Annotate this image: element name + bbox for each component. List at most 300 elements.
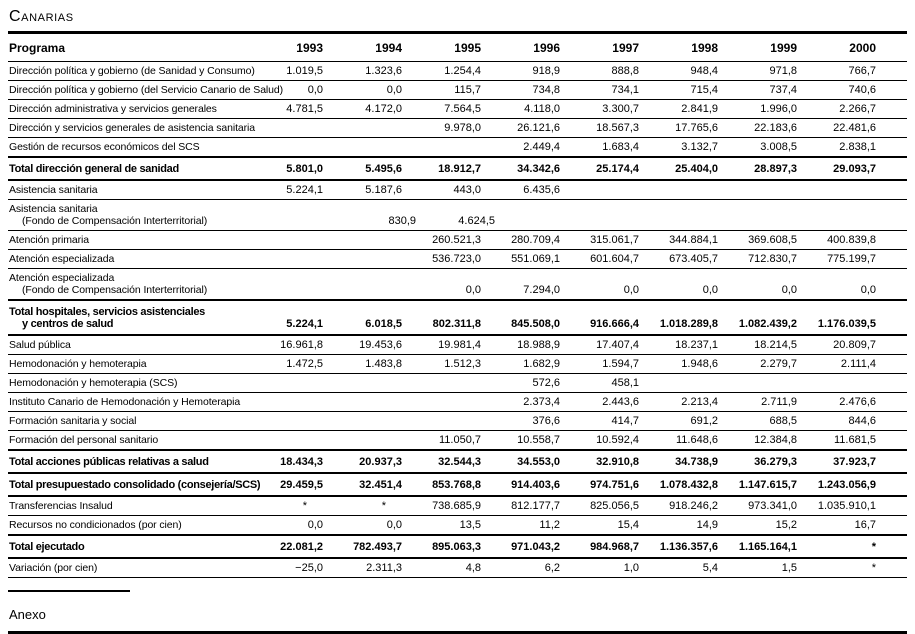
value-cell xyxy=(641,180,720,200)
value-text: 0,0 xyxy=(386,519,402,531)
value-cell xyxy=(404,412,483,431)
value-text: 1.682,9 xyxy=(523,358,560,370)
value-text: 715,4 xyxy=(690,84,718,96)
program-label: Transferencias Insalud xyxy=(9,500,113,512)
value-cell xyxy=(641,496,720,516)
value-text: 1.082.439,2 xyxy=(738,318,797,330)
value-cell xyxy=(404,250,483,269)
value-cell xyxy=(246,157,325,180)
value-cell xyxy=(404,431,483,451)
value-text: 9.978,0 xyxy=(444,122,481,134)
year-column-header: 1994 xyxy=(375,41,402,55)
value-cell xyxy=(562,119,641,138)
table-row xyxy=(8,81,907,100)
program-column-header: Programa xyxy=(9,41,66,55)
value-cell xyxy=(799,100,907,119)
value-text: 20.809,7 xyxy=(833,339,876,351)
value-cell xyxy=(483,81,562,100)
value-text: 766,7 xyxy=(848,65,876,77)
value-text: 4,8 xyxy=(465,562,481,574)
value-text: * xyxy=(871,562,876,574)
value-cell xyxy=(404,157,483,180)
value-cell xyxy=(720,431,799,451)
value-cell xyxy=(641,100,720,119)
value-cell xyxy=(720,300,799,335)
value-cell xyxy=(404,231,483,250)
value-cell xyxy=(720,335,799,355)
value-text: 737,4 xyxy=(769,84,797,96)
value-text: 32.451,4 xyxy=(359,479,402,491)
program-label: Total dirección general de sanidad xyxy=(9,163,179,175)
value-text: 5,4 xyxy=(702,562,718,574)
value-cell xyxy=(799,393,907,412)
value-cell xyxy=(720,450,799,473)
value-text: 740,6 xyxy=(848,84,876,96)
value-text: 28.897,3 xyxy=(754,163,797,175)
value-cell xyxy=(483,393,562,412)
value-cell xyxy=(404,269,483,301)
value-cell xyxy=(246,335,325,355)
value-cell xyxy=(325,157,404,180)
year-column-header: 1996 xyxy=(533,41,560,55)
value-text: 260.521,3 xyxy=(432,234,481,246)
value-text: 18.988,9 xyxy=(517,339,560,351)
value-cell xyxy=(799,231,907,250)
value-text: 5.801,0 xyxy=(286,163,323,175)
table-row xyxy=(8,300,907,335)
value-text: 712.830,7 xyxy=(748,253,797,265)
page-title: Canarias xyxy=(9,8,74,25)
value-cell xyxy=(641,119,720,138)
value-cell xyxy=(799,269,907,301)
program-label: Formación del personal sanitario xyxy=(9,434,159,446)
value-cell xyxy=(483,558,562,578)
program-label xyxy=(8,300,246,335)
value-text: 551.069,1 xyxy=(511,253,560,265)
table-row xyxy=(8,355,907,374)
table-row xyxy=(8,180,907,200)
value-text: 34.342,6 xyxy=(517,163,560,175)
value-cell xyxy=(641,431,720,451)
value-cell xyxy=(799,138,907,158)
value-cell xyxy=(799,516,907,536)
value-text: 918,9 xyxy=(532,65,560,77)
value-text: 1.078.432,8 xyxy=(659,479,718,491)
value-cell xyxy=(562,300,641,335)
value-cell xyxy=(641,269,720,301)
value-text: 2.711,9 xyxy=(761,396,797,408)
value-cell xyxy=(641,81,720,100)
value-cell xyxy=(799,300,907,335)
program-label xyxy=(8,200,246,231)
value-cell xyxy=(325,62,404,81)
value-cell xyxy=(720,558,799,578)
value-cell xyxy=(641,516,720,536)
value-text: 974.751,6 xyxy=(590,479,639,491)
value-text: 6,2 xyxy=(544,562,560,574)
value-text: 36.279,3 xyxy=(754,456,797,468)
program-label: Total acciones públicas relativas a salud xyxy=(9,456,209,468)
value-cell xyxy=(246,100,325,119)
value-cell xyxy=(483,231,562,250)
program-label-line2: y centros de salud xyxy=(22,318,114,330)
value-cell xyxy=(246,374,325,393)
value-cell xyxy=(404,473,483,496)
value-cell xyxy=(325,431,404,451)
value-text: 18.214,5 xyxy=(754,339,797,351)
table-row xyxy=(8,100,907,119)
program-label-line1: Asistencia sanitaria xyxy=(9,203,98,215)
value-cell xyxy=(562,496,641,516)
program-label xyxy=(8,269,246,301)
value-cell xyxy=(799,535,907,558)
table-row xyxy=(8,62,907,81)
value-text: 853.768,8 xyxy=(432,479,481,491)
value-cell xyxy=(720,269,799,301)
value-cell xyxy=(562,269,641,301)
value-text: 18.237,1 xyxy=(675,339,718,351)
program-label: Instituto Canario de Hemodonación y Hemoterapia xyxy=(9,396,241,408)
value-text: 673.405,7 xyxy=(669,253,718,265)
value-cell xyxy=(404,355,483,374)
value-text: 984.968,7 xyxy=(590,541,639,553)
value-cell xyxy=(641,558,720,578)
value-text: 25.174,4 xyxy=(596,163,639,175)
value-text: 0,0 xyxy=(465,284,481,296)
table-row xyxy=(8,558,907,578)
value-text: 315.061,7 xyxy=(590,234,639,246)
year-column-header: 1999 xyxy=(770,41,797,55)
value-text: 916.666,4 xyxy=(590,318,639,330)
value-text: 1.472,5 xyxy=(286,358,323,370)
program-label: Formación sanitaria y social xyxy=(9,415,137,427)
value-cell xyxy=(641,535,720,558)
value-text: 414,7 xyxy=(611,415,639,427)
value-text: 1.594,7 xyxy=(602,358,639,370)
value-text: 11.648,6 xyxy=(675,434,718,446)
value-text: 734,8 xyxy=(532,84,560,96)
value-cell xyxy=(246,180,325,200)
value-cell xyxy=(404,496,483,516)
value-cell xyxy=(720,180,799,200)
value-text: * xyxy=(381,500,386,512)
value-text: 12.384,8 xyxy=(754,434,797,446)
value-cell xyxy=(246,393,325,412)
table-row xyxy=(8,335,907,355)
table-header-row xyxy=(8,33,907,62)
value-cell xyxy=(246,300,325,335)
value-text: 17.407,4 xyxy=(596,339,639,351)
value-text: 400.839,8 xyxy=(827,234,876,246)
value-text: 3.132,7 xyxy=(681,141,718,153)
value-text: 2.311,3 xyxy=(366,562,402,574)
value-cell xyxy=(720,473,799,496)
value-cell xyxy=(246,496,325,516)
value-cell xyxy=(404,119,483,138)
value-text: 3.300,7 xyxy=(602,103,639,115)
value-cell xyxy=(325,200,416,231)
value-text: 10.558,7 xyxy=(517,434,560,446)
value-cell xyxy=(483,535,562,558)
value-cell xyxy=(483,473,562,496)
value-text: 1.254,4 xyxy=(444,65,481,77)
value-text: 1.243.056,9 xyxy=(817,479,876,491)
program-label: Atención especializada xyxy=(9,253,115,265)
value-cell xyxy=(246,250,325,269)
value-cell xyxy=(799,81,907,100)
value-cell xyxy=(562,200,641,231)
value-cell xyxy=(483,180,562,200)
value-text: 32.910,8 xyxy=(596,456,639,468)
value-text: 32.544,3 xyxy=(438,456,481,468)
value-cell xyxy=(246,450,325,473)
value-text: 22.183,6 xyxy=(754,122,797,134)
value-text: 280.709,4 xyxy=(511,234,560,246)
value-text: 1.035.910,1 xyxy=(817,500,876,512)
value-cell xyxy=(325,558,404,578)
value-text: 2.111,4 xyxy=(840,358,876,370)
value-text: 918.246,2 xyxy=(669,500,718,512)
program-label-line2: (Fondo de Compensación Interterritorial) xyxy=(22,284,208,296)
value-cell xyxy=(404,335,483,355)
value-cell xyxy=(483,450,562,473)
value-text: 1,0 xyxy=(623,562,639,574)
value-text: 1.165.164,1 xyxy=(738,541,797,553)
value-cell xyxy=(562,516,641,536)
value-text: 0,0 xyxy=(781,284,797,296)
value-text: 2.279,7 xyxy=(760,358,797,370)
value-text: 0,0 xyxy=(307,519,323,531)
value-text: 1.483,8 xyxy=(365,358,402,370)
program-label: Total ejecutado xyxy=(9,541,85,553)
value-text: 802.311,8 xyxy=(432,318,481,330)
value-cell xyxy=(404,81,483,100)
value-cell xyxy=(562,335,641,355)
value-cell xyxy=(799,180,907,200)
value-cell xyxy=(404,300,483,335)
value-cell xyxy=(799,558,907,578)
value-cell xyxy=(404,450,483,473)
value-text: 29.093,7 xyxy=(833,163,876,175)
value-text: 34.738,9 xyxy=(675,456,718,468)
value-text: 19.453,6 xyxy=(359,339,402,351)
program-label: Dirección política y gobierno (del Servicio Canario de Salud) xyxy=(9,84,284,96)
value-text: 1.996,0 xyxy=(760,103,797,115)
value-cell xyxy=(325,100,404,119)
value-text: 825.056,5 xyxy=(590,500,639,512)
table-row xyxy=(8,496,907,516)
value-cell xyxy=(325,374,404,393)
value-text: 1.683,4 xyxy=(602,141,639,153)
value-cell xyxy=(720,81,799,100)
value-text: 1.512,3 xyxy=(444,358,481,370)
value-text: 115,7 xyxy=(454,84,481,96)
value-cell xyxy=(325,231,404,250)
value-cell xyxy=(246,200,325,231)
value-cell xyxy=(404,516,483,536)
value-cell xyxy=(325,335,404,355)
value-text: 536.723,0 xyxy=(432,253,481,265)
value-cell xyxy=(562,431,641,451)
value-cell xyxy=(325,138,404,158)
value-cell xyxy=(246,412,325,431)
value-text: 572,6 xyxy=(532,377,560,389)
value-text: 2.841,9 xyxy=(681,103,718,115)
value-cell xyxy=(641,393,720,412)
value-text: 7.564,5 xyxy=(444,103,481,115)
value-cell xyxy=(562,473,641,496)
value-cell xyxy=(562,231,641,250)
value-text: 15,4 xyxy=(617,519,639,531)
value-text: 4.781,5 xyxy=(286,103,323,115)
value-text: 34.553,0 xyxy=(517,456,560,468)
value-cell xyxy=(483,250,562,269)
value-text: 2.838,1 xyxy=(839,141,876,153)
value-text: 29.459,5 xyxy=(280,479,323,491)
value-cell xyxy=(720,412,799,431)
program-label: Hemodonación y hemoterapia (SCS) xyxy=(9,377,178,389)
value-text: 691,2 xyxy=(690,415,718,427)
year-column-header: 2000 xyxy=(849,41,876,55)
value-text: 5.224,1 xyxy=(286,318,323,330)
value-cell xyxy=(246,119,325,138)
value-cell xyxy=(799,412,907,431)
value-cell xyxy=(641,355,720,374)
value-text: * xyxy=(871,541,876,553)
table-row xyxy=(8,393,907,412)
value-cell xyxy=(404,180,483,200)
table-row xyxy=(8,269,907,301)
value-cell xyxy=(246,231,325,250)
value-text: 738.685,9 xyxy=(432,500,481,512)
value-cell xyxy=(246,516,325,536)
table-row xyxy=(8,138,907,158)
table-row xyxy=(8,535,907,558)
value-text: 16.961,8 xyxy=(280,339,323,351)
value-cell xyxy=(246,269,325,301)
value-cell xyxy=(562,558,641,578)
value-text: 2.373,4 xyxy=(523,396,560,408)
value-cell xyxy=(404,393,483,412)
value-text: 458,1 xyxy=(611,377,639,389)
value-cell xyxy=(325,516,404,536)
value-text: 443,0 xyxy=(453,184,481,196)
value-text: 1.136.357,6 xyxy=(659,541,718,553)
value-cell xyxy=(799,374,907,393)
value-cell xyxy=(483,496,562,516)
value-cell xyxy=(483,157,562,180)
value-cell xyxy=(483,138,562,158)
value-cell xyxy=(562,62,641,81)
value-text: 6.435,6 xyxy=(523,184,560,196)
value-cell xyxy=(246,431,325,451)
program-label: Total presupuestado consolidado (consejería/SCS) xyxy=(9,479,261,491)
program-label-line1: Atención especializada xyxy=(9,272,115,284)
value-cell xyxy=(641,412,720,431)
value-cell xyxy=(325,473,404,496)
year-column-header: 1997 xyxy=(612,41,639,55)
value-cell xyxy=(483,300,562,335)
value-cell xyxy=(720,138,799,158)
value-text: 888,8 xyxy=(611,65,639,77)
program-label-line1: Total hospitales, servicios asistenciales xyxy=(9,306,205,318)
value-text: 344.884,1 xyxy=(669,234,718,246)
year-column-header: 1993 xyxy=(296,41,323,55)
value-text: 10.592,4 xyxy=(596,434,639,446)
value-cell xyxy=(720,119,799,138)
value-cell xyxy=(799,355,907,374)
value-cell xyxy=(325,119,404,138)
value-cell xyxy=(799,200,907,231)
table-row xyxy=(8,119,907,138)
value-cell xyxy=(799,335,907,355)
value-text: 17.765,6 xyxy=(675,122,718,134)
value-text: 1,5 xyxy=(781,562,797,574)
value-text: 2.266,7 xyxy=(839,103,876,115)
value-cell xyxy=(404,62,483,81)
value-cell xyxy=(641,250,720,269)
value-text: 15,2 xyxy=(775,519,797,531)
value-cell xyxy=(799,157,907,180)
value-text: 1.323,6 xyxy=(365,65,402,77)
value-cell xyxy=(641,473,720,496)
value-text: 11.050,7 xyxy=(438,434,481,446)
value-text: 0,0 xyxy=(386,84,402,96)
value-text: 845.508,0 xyxy=(511,318,560,330)
value-text: 14,9 xyxy=(696,519,718,531)
value-cell xyxy=(483,62,562,81)
value-cell xyxy=(325,81,404,100)
annex-label: Anexo xyxy=(9,607,46,622)
value-text: 11,2 xyxy=(539,519,560,531)
value-cell xyxy=(404,100,483,119)
value-text: 1.176.039,5 xyxy=(817,318,876,330)
value-cell xyxy=(641,200,720,231)
value-cell xyxy=(720,496,799,516)
table-row xyxy=(8,431,907,451)
value-text: 1.948,6 xyxy=(681,358,718,370)
value-cell xyxy=(483,516,562,536)
value-text: 971.043,2 xyxy=(511,541,560,553)
value-text: 7.294,0 xyxy=(523,284,560,296)
table-row xyxy=(8,473,907,496)
value-text: 5.224,1 xyxy=(286,184,323,196)
value-cell xyxy=(562,393,641,412)
value-cell xyxy=(641,300,720,335)
value-text: 376,6 xyxy=(532,415,560,427)
value-cell xyxy=(641,62,720,81)
value-cell xyxy=(325,535,404,558)
value-cell xyxy=(720,231,799,250)
value-cell xyxy=(483,355,562,374)
value-text: 0,0 xyxy=(307,84,323,96)
value-cell xyxy=(325,269,404,301)
value-cell xyxy=(404,374,483,393)
value-cell xyxy=(720,393,799,412)
value-cell xyxy=(562,450,641,473)
value-text: 26.121,6 xyxy=(517,122,560,134)
table-row xyxy=(8,231,907,250)
value-text: 11.681,5 xyxy=(833,434,876,446)
value-cell xyxy=(641,374,720,393)
value-text: 20.937,3 xyxy=(359,456,402,468)
value-text: 812.177,7 xyxy=(511,500,560,512)
value-text: 3.008,5 xyxy=(760,141,797,153)
value-cell xyxy=(404,138,483,158)
value-text: 4.624,5 xyxy=(458,215,495,227)
value-cell xyxy=(799,473,907,496)
value-text: 0,0 xyxy=(623,284,639,296)
